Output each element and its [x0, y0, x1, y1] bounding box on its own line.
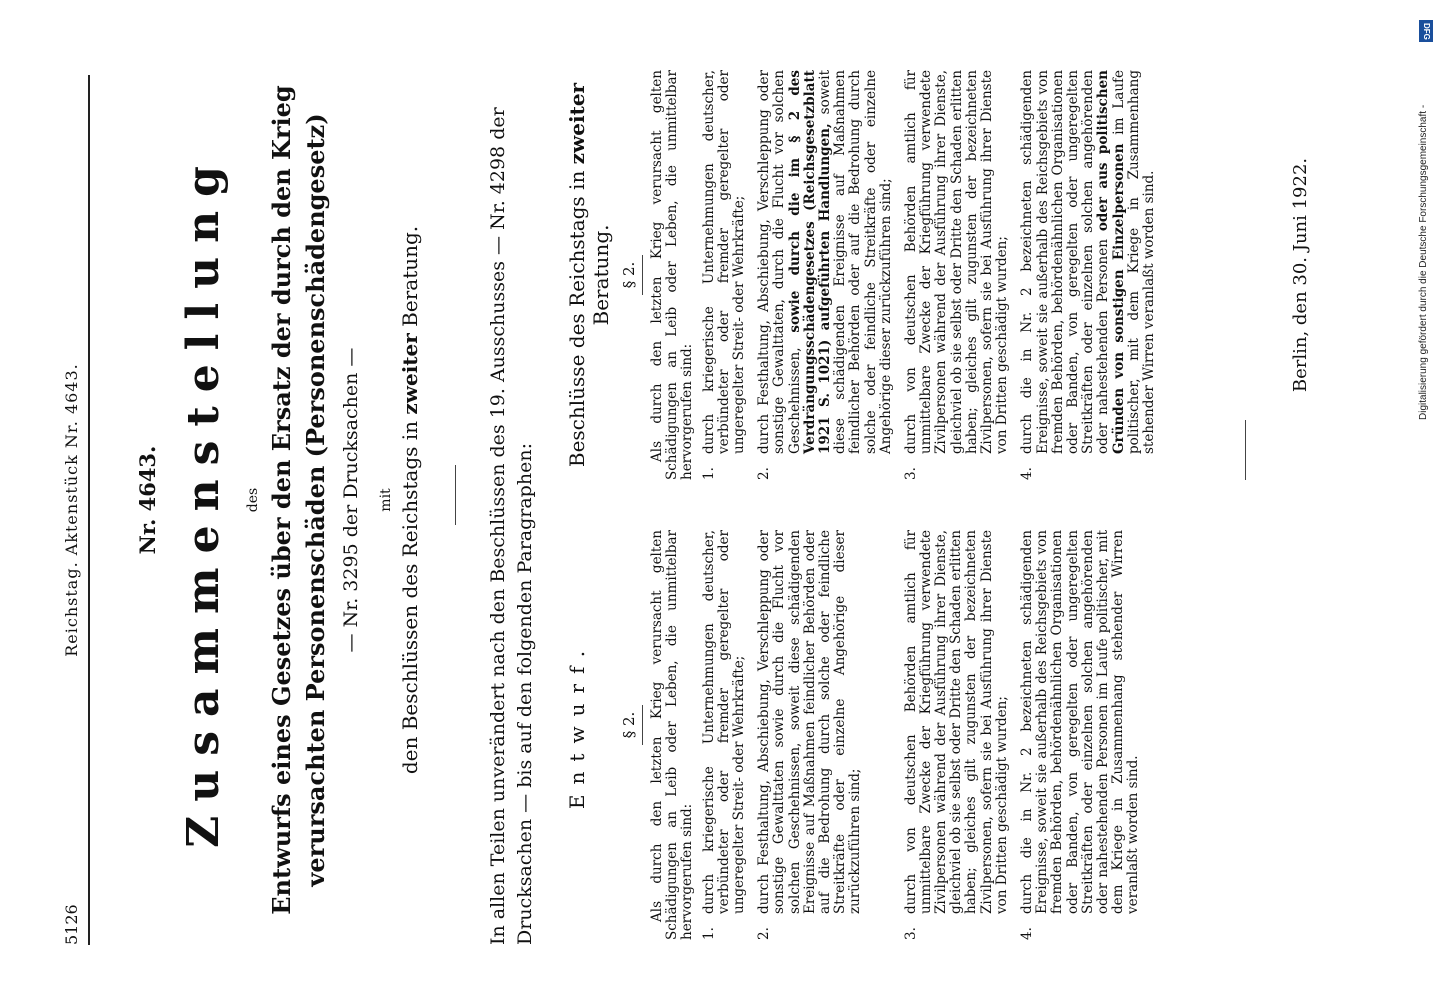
column-heading-beschluesse: Beschlüsse des Reichstags in zweiter Beratung.: [565, 82, 613, 468]
list-item: 4. durch die in Nr. 2 bezeichneten schädigenden Ereignisse, soweit sie außerhalb des Reichsgebiets von fremden Behörden, behördenähnlichen Organisationen oder Banden, von geregelten oder ungeregelten Streitkräften oder einzelnen solchen angehörenden oder nahestehenden Personen im Laufe politischer, mit dem Kriege in Zusammenhang stehender Wirren veranlaßt worden sind.: [1019, 530, 1142, 940]
section-rule: [455, 465, 456, 525]
header-rule: [88, 75, 90, 945]
amendment-bold: sowie durch die im § 2 des Verdrängungsschädengesetzes (Reichsgesetzblatt 1921 S. 1021) aufgeführten Handlungen,: [786, 70, 834, 454]
beschluesse-line: den Beschlüssen des Reichstags in zweiter Beratung.: [398, 225, 422, 775]
dfg-logo: DFG: [1419, 20, 1433, 42]
digitization-note: [1418, 20, 1434, 420]
list-item: 1. durch kriegerische Unternehmungen deutscher, verbündeter oder fremder geregelter oder ungeregelter Streit- oder Wehrkräfte;: [700, 70, 748, 480]
intro-paragraph: In allen Teilen unverändert nach den Beschlüssen des 19. Ausschusses — Nr. 4298 der Drucksachen — bis auf den folgenden Paragraphen:: [487, 107, 536, 945]
document-number: Nr. 4643.: [135, 445, 160, 555]
document-subtitle: Entwurfs eines Gesetzes über den Ersatz der durch den Krieg verursachten Personenschäden (Personenschädengesetz): [267, 85, 330, 915]
list-item: 2. durch Festhaltung, Abschiebung, Verschleppung oder sonstige Gewalttaten, durch die Flucht vor solchen Geschehnissen, sowie durch die im § 2 des Verdrängungsschädengesetzes (Reichsgesetzblatt 1921 S. 1021) aufgeführten Handlungen, soweit diese schädigenden Ereignisse auf Maßnahmen feindlicher Behörden oder auf die Bedrohung durch solche oder feindliche Streitkräfte oder einzelne Angehörige dieser zurückzuführen sind;: [756, 69, 894, 480]
mit-connector: mit: [378, 488, 394, 512]
right-column-text: [650, 70, 1167, 480]
page-number: 5126: [62, 904, 81, 945]
document-title: Zusammenstellung: [178, 152, 229, 848]
running-head-title: Reichstag. Aktenstück Nr. 4643.: [62, 363, 81, 657]
signing-date: Berlin, den 30. Juni 1922.: [1290, 157, 1311, 393]
amendment-bold: oder aus politischen Gründen von sonstigen Einzelpersonen: [1095, 70, 1127, 454]
digitization-credit: Digitalisierung gefördert durch die Deutsche Forschungsgemeinschaft -: [1418, 104, 1429, 420]
list-item: 2. durch Festhaltung, Abschiebung, Verschleppung oder sonstige Gewalttaten sowie durch die Flucht vor solchen Geschehnissen, soweit diese schädigenden Ereignisse auf Maßnahmen feindlicher Behörden oder auf die Bedrohung durch solche oder feindliche Streitkräfte oder einzelne Angehörige dieser zurückzuführen sind;: [756, 530, 864, 940]
left-item-list: [702, 530, 1142, 940]
right-item-list: [702, 70, 1158, 480]
list-item: 1. durch kriegerische Unternehmungen deutscher, verbündeter oder fremder geregelter oder ungeregelter Streit- oder Wehrkräfte;: [700, 530, 748, 940]
right-para-rule: [642, 255, 643, 295]
list-item: 3. durch von deutschen Behörden amtlich für unmittelbare Zwecke der Kriegführung verwendete Zivilpersonen während der Ausführung ihrer Dienste, gleichviel ob sie selbst oder Dritte den Schaden erlitten haben; gleiches gilt zugunsten der bezeichneten Zivilpersonen, sofern sie bei Ausführung ihrer Dienste von Dritten geschädigt wurden;: [903, 70, 1011, 480]
left-para-rule: [642, 705, 643, 745]
right-intro: Als durch den letzten Krieg verursacht gelten Schädigungen an Leib oder Leben, die unmittelbar hervorgerufen sind:: [649, 70, 696, 480]
list-item: 4. durch die in Nr. 2 bezeichneten schädigenden Ereignisse, soweit sie außerhalb des Reichsgebiets von fremden Behörden, behördenähnlichen Organisationen oder Banden, von geregelten oder ungeregelten Streitkräften oder einzelnen solchen angehörenden oder nahestehenden Personen oder aus politischen Gründen von sonstigen Einzelpersonen im Laufe politischer, mit dem Kriege in Zusammenhang stehender Wirren veranlaßt worden sind.: [1019, 70, 1158, 480]
right-paragraph-number: § 2.: [620, 261, 638, 289]
left-paragraph-number: § 2.: [620, 711, 638, 739]
title-connector: des: [245, 487, 261, 513]
left-intro: Als durch den letzten Krieg verursacht gelten Schädigungen an Leib oder Leben, die unmittelbar hervorgerufen sind:: [649, 530, 696, 940]
left-column-text: [650, 530, 1152, 940]
list-item: 3. durch von deutschen Behörden amtlich für unmittelbare Zwecke der Kriegführung verwendete Zivilpersonen während der Ausführung ihrer Dienste, gleichviel ob sie selbst oder Dritte den Schaden erlitten haben; gleiches gilt zugunsten der bezeichneten Zivilpersonen, sofern sie bei Ausführung ihrer Dienste von Dritten geschädigt wurden;: [902, 530, 1010, 940]
column-heading-entwurf: Entwurf.: [565, 640, 589, 810]
date-rule: [1245, 420, 1246, 480]
drucksachen-reference: — Nr. 3295 der Drucksachen —: [340, 347, 362, 653]
